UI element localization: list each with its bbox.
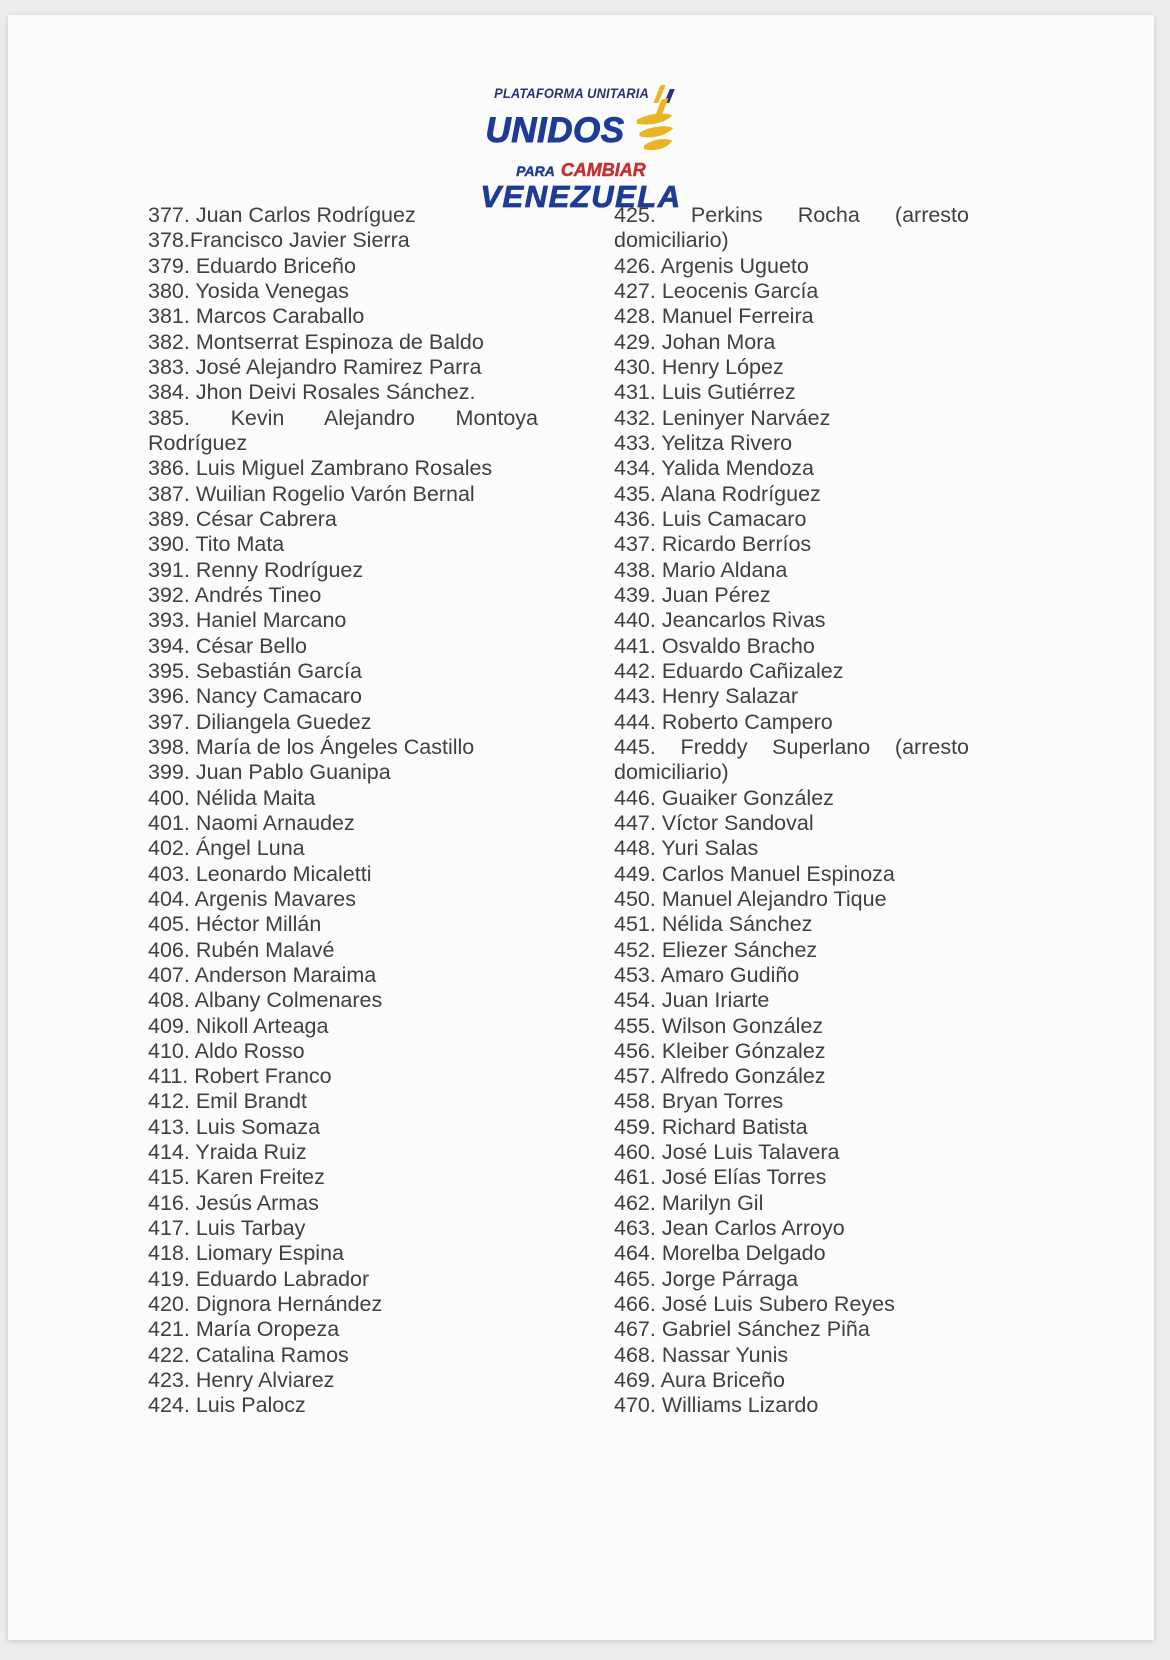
list-item: 384. Jhon Deivi Rosales Sánchez.	[148, 380, 476, 405]
list-item: 442. Eduardo Cañizalez	[614, 658, 844, 683]
list-item: 435. Alana Rodríguez	[614, 481, 821, 506]
list-item: 432. Leninyer Narváez	[614, 405, 831, 430]
list-item: 438. Mario Aldana	[614, 557, 788, 582]
list-item: 415. Karen Freitez	[148, 1165, 325, 1190]
name-list	[148, 203, 969, 1419]
list-item: 399. Juan Pablo Guanipa	[148, 760, 391, 785]
list-item: 460. José Luis Talavera	[614, 1140, 840, 1165]
list-item: 452. Eliezer Sánchez	[614, 937, 818, 962]
list-item: 422. Catalina Ramos	[148, 1342, 349, 1367]
list-item: 466. José Luis Subero Reyes	[614, 1292, 895, 1317]
list-item: 392. Andrés Tineo	[148, 582, 322, 607]
logo-inner	[480, 85, 681, 215]
list-item: 429. Johan Mora	[614, 329, 776, 354]
list-item: 454. Juan Iriarte	[614, 988, 770, 1013]
document-page	[8, 15, 1154, 1640]
logo-venezuela-text: VENEZUELA	[480, 179, 682, 214]
list-item: 458. Bryan Torres	[614, 1089, 784, 1114]
list-item: 434. Yalida Mendoza	[614, 456, 815, 481]
list-item: 389. César Cabrera	[148, 506, 337, 531]
list-item: 382. Montserrat Espinoza de Baldo	[148, 329, 484, 354]
list-item: 443. Henry Salazar	[614, 684, 799, 709]
list-item: 424. Luis Palocz	[148, 1393, 306, 1418]
list-item: 433. Yelitza Rivero	[614, 430, 793, 455]
list-item: 467. Gabriel Sánchez Piña	[614, 1317, 870, 1342]
list-item: 455. Wilson González	[614, 1013, 824, 1038]
list-item: 449. Carlos Manuel Espinoza	[614, 861, 895, 886]
unity-hand-icon	[631, 98, 677, 160]
list-item: 459. Richard Batista	[614, 1114, 808, 1139]
list-item: 430. Henry López	[614, 354, 784, 379]
list-item: 407. Anderson Maraima	[148, 962, 377, 987]
list-item: 447. Víctor Sandoval	[614, 810, 814, 835]
list-item: 401. Naomi Arnaudez	[148, 810, 355, 835]
list-item: 441. Osvaldo Bracho	[614, 633, 815, 658]
list-item: 387. Wuilian Rogelio Varón Bernal	[148, 481, 475, 506]
list-item: 423. Henry Alviarez	[148, 1368, 335, 1393]
list-item: 465. Jorge Párraga	[614, 1266, 799, 1291]
list-item: 446. Guaiker González	[614, 785, 834, 810]
list-item: 468. Nassar Yunis	[614, 1342, 789, 1367]
list-item: 408. Albany Colmenares	[148, 988, 383, 1013]
list-item: 427. Leocenis García	[614, 278, 819, 303]
list-item: 395. Sebastián García	[148, 658, 362, 683]
left-column	[148, 203, 538, 1419]
list-item: 403. Leonardo Micaletti	[148, 861, 372, 886]
list-item: 445. Freddy Superlano (arresto domiciliario)	[614, 734, 969, 785]
list-item: 469. Aura Briceño	[614, 1368, 785, 1393]
logo-row-para-cambiar	[516, 160, 646, 181]
list-item: 381. Marcos Caraballo	[148, 304, 365, 329]
list-item: 414. Yraida Ruiz	[148, 1140, 307, 1165]
list-item: 437. Ricardo Berríos	[614, 532, 812, 557]
list-item: 379. Eduardo Briceño	[148, 253, 356, 278]
list-item: 393. Haniel Marcano	[148, 608, 347, 633]
list-item: 385. Kevin Alejandro Montoya Rodríguez	[148, 405, 538, 455]
list-item: 448. Yuri Salas	[614, 836, 759, 861]
list-item: 396. Nancy Camacaro	[148, 684, 362, 709]
list-item: 462. Marilyn Gil	[614, 1190, 764, 1215]
logo-row-unidos	[485, 102, 676, 160]
list-item: 428. Manuel Ferreira	[614, 304, 814, 329]
list-item: 410. Aldo Rosso	[148, 1038, 305, 1063]
list-item: 377. Juan Carlos Rodríguez	[148, 203, 416, 227]
list-item: 421. María Oropeza	[148, 1317, 340, 1342]
list-item: 439. Juan Pérez	[614, 582, 771, 607]
list-item: 419. Eduardo Labrador	[148, 1266, 370, 1291]
list-item: 457. Alfredo González	[614, 1064, 826, 1089]
logo-unidos-text: UNIDOS	[485, 111, 625, 150]
list-item: 390. Tito Mata	[148, 532, 285, 557]
logo-para-text: PARA	[516, 163, 555, 179]
list-item: 404. Argenis Mavares	[148, 886, 356, 911]
list-item: 416. Jesús Armas	[148, 1190, 319, 1215]
list-item: 398. María de los Ángeles Castillo	[148, 734, 475, 759]
list-item: 420. Dignora Hernández	[148, 1292, 383, 1317]
list-item: 405. Héctor Millán	[148, 912, 322, 937]
list-item: 386. Luis Miguel Zambrano Rosales	[148, 456, 493, 481]
list-item: 380. Yosida Venegas	[148, 278, 349, 303]
list-item: 411. Robert Franco	[148, 1064, 332, 1089]
list-item: 413. Luis Somaza	[148, 1114, 321, 1139]
logo-cambiar-text: CAMBIAR	[560, 160, 646, 180]
list-item: 402. Ángel Luna	[148, 836, 305, 861]
list-item: 453. Amaro Gudiño	[614, 962, 800, 987]
list-item: 444. Roberto Campero	[614, 709, 833, 734]
list-item: 450. Manuel Alejandro Tique	[614, 886, 887, 911]
list-item: 436. Luis Camacaro	[614, 506, 807, 531]
list-item: 417. Luis Tarbay	[148, 1216, 306, 1241]
list-item: 431. Luis Gutiérrez	[614, 380, 796, 405]
right-column	[614, 203, 969, 1419]
list-item: 456. Kleiber Gónzalez	[614, 1038, 826, 1063]
list-item: 397. Diliangela Guedez	[148, 709, 372, 734]
logo-plataforma-text: PLATAFORMA UNITARIA	[494, 86, 649, 101]
list-item: 464. Morelba Delgado	[614, 1241, 826, 1266]
list-item: 394. César Bello	[148, 633, 307, 658]
list-item: 451. Nélida Sánchez	[614, 912, 813, 937]
list-item: 461. José Elías Torres	[614, 1165, 827, 1190]
list-item: 378.Francisco Javier Sierra	[148, 228, 410, 253]
list-item: 406. Rubén Malavé	[148, 937, 335, 962]
list-item: 440. Jeancarlos Rivas	[614, 608, 826, 633]
list-item: 463. Jean Carlos Arroyo	[614, 1216, 845, 1241]
list-item: 391. Renny Rodríguez	[148, 557, 364, 582]
list-item: 426. Argenis Ugueto	[614, 253, 809, 278]
list-item: 425. Perkins Rocha (arresto domiciliario)	[614, 203, 969, 253]
list-item: 418. Liomary Espina	[148, 1241, 344, 1266]
list-item: 412. Emil Brandt	[148, 1089, 307, 1114]
list-item: 383. José Alejandro Ramirez Parra	[148, 354, 482, 379]
list-item: 409. Nikoll Arteaga	[148, 1013, 329, 1038]
list-item: 400. Nélida Maita	[148, 785, 316, 810]
list-item: 470. Williams Lizardo	[614, 1393, 819, 1418]
logo	[8, 85, 1154, 215]
